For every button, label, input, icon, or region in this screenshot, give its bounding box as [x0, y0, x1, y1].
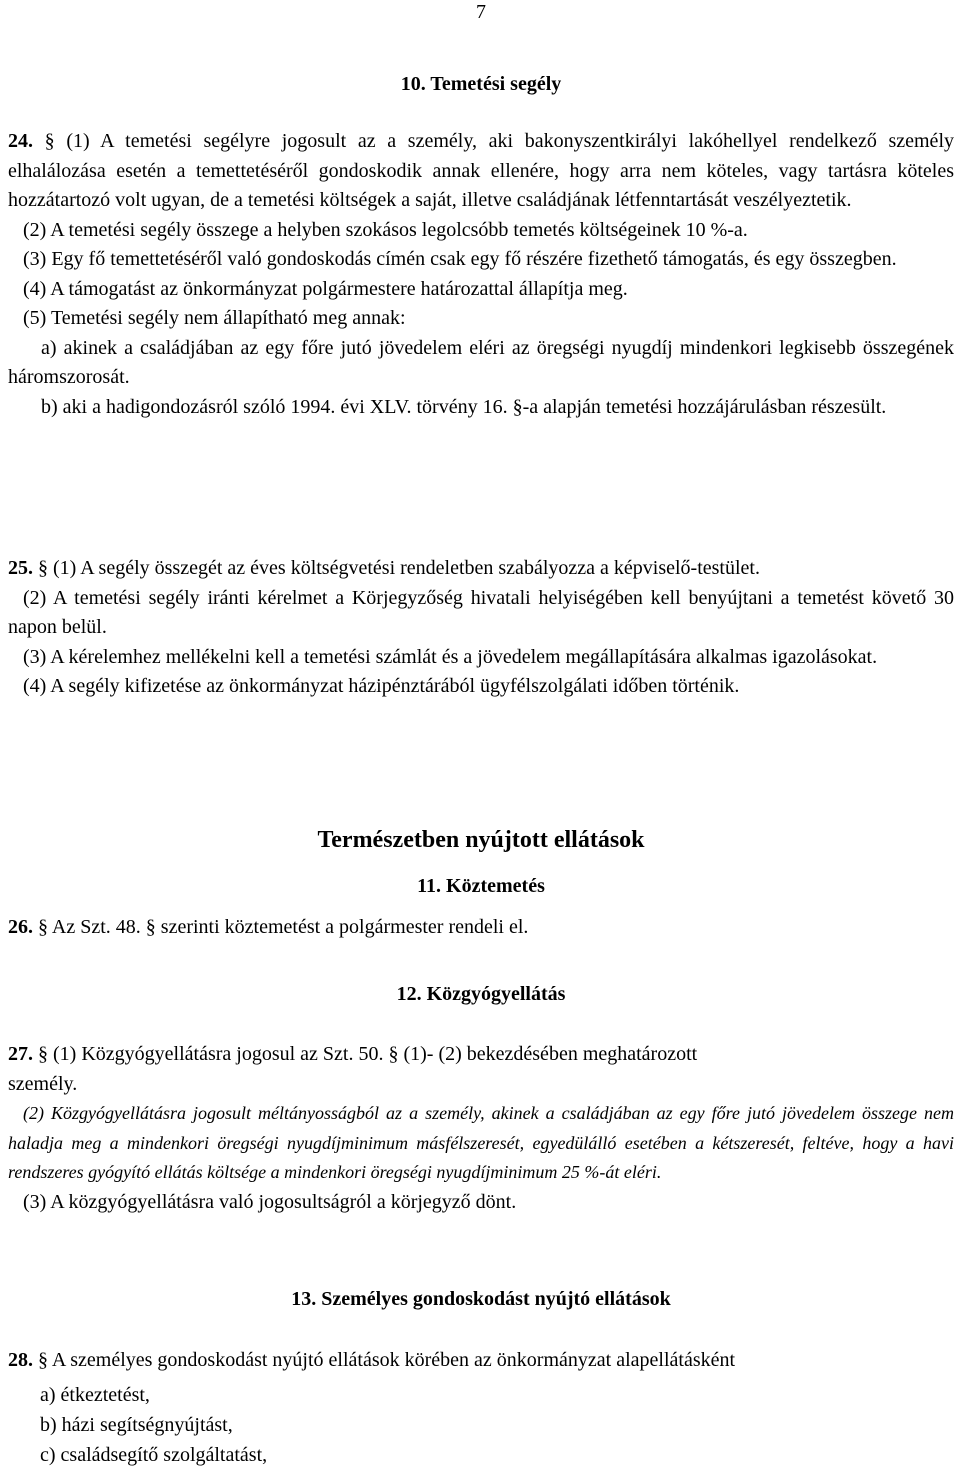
paragraph-25-subsection-3: (3) A kérelemhez mellékelni kell a temetési számlát és a jövedelem megállapítására alkalmas igazolásokat. [23, 645, 878, 668]
paragraph-27-subsection-3: (3) A közgyógyellátásra való jogosultságról a körjegyző dönt. [23, 1190, 517, 1213]
paragraph-25 [8, 554, 954, 702]
paragraph-25-subsection-4: (4) A segély kifizetése az önkormányzat házipénztárából ügyfélszolgálati időben történik. [23, 675, 740, 697]
section-sign: § [38, 557, 48, 579]
section-12-title: 12. Közgyógyellátás [396, 983, 566, 1005]
list-item: b) házi segítségnyújtást, [40, 1414, 233, 1436]
paragraph-25-number: 25. [8, 557, 33, 579]
list-item: c) családsegítő szolgáltatást, [40, 1444, 268, 1466]
paragraph-24-subsection-2: (2) A temetési segély összege a helyben szokásos legolcsóbb temetés költségeinek 10 %-a. [23, 218, 748, 241]
paragraph-24-subsection-1: 24. § (1) A temetési segélyre jogosult az a személy, aki bakonyszentkirályi lakóhellyel rendelkező személy elhalálozása esetén a temettetéséről gondoskodik annak ellenére, hogy arra nem köteles, vagy tartásra köteles hozzátartozó volt ugyan, de a temetési költségek a saját, illetve családjának létfenntartását veszélyeztetik. [8, 130, 954, 211]
paragraph-26-number: 26. [8, 916, 33, 938]
paragraph-26: 26. § Az Szt. 48. § szerinti köztemetést a polgármester rendeli el. [8, 916, 529, 938]
paragraph-24-point-b: b) aki a hadigondozásról szóló 1994. évi XLV. törvény 16. §-a alapján temetési hozzájárulásban részesült. [41, 395, 887, 418]
paragraph-24-subsection-4: (4) A támogatást az önkormányzat polgármestere határozattal állapítja meg. [23, 277, 628, 300]
section-sign: § [38, 1043, 48, 1065]
paragraph-24-number: 24. [8, 130, 33, 152]
paragraph-27-number: 27. [8, 1043, 33, 1065]
page-number: 7 [476, 1, 486, 23]
section-sign: § [388, 1043, 399, 1065]
section-sign: § [512, 395, 523, 418]
paragraph-27-subsection-1-end: személy. [8, 1072, 78, 1095]
list-item: a) étkeztetést, [40, 1384, 150, 1406]
paragraph-24-subsection-5: (5) Temetési segély nem állapítható meg annak: [23, 307, 406, 329]
paragraph-27-subsection-1: 27. § (1) Közgyógyellátásra jogosul az Szt. 50. § (1)- (2) bekezdésében meghatározott [8, 1043, 698, 1065]
section-sign: § [145, 916, 156, 938]
paragraph-27 [8, 1040, 954, 1217]
paragraph-25-subsection-2: (2) A temetési segély iránti kérelmet a Körjegyzőség hivatali helyiségében kell benyújtani a temetést követő 30 napon belül. [8, 586, 954, 638]
paragraph-24-point-a: a) akinek a családjában az egy főre jutó jövedelem eléri az öregségi nyugdíj mindenkori legkisebb összegének háromszorosát. [8, 336, 954, 388]
section-sign: § [38, 1349, 48, 1371]
section-11-title: 11. Köztemetés [417, 875, 545, 897]
paragraph-24 [8, 127, 954, 422]
paragraph-24-subsection-3: (3) Egy fő temettetéséről való gondoskodás címén csak egy fő részére fizethető támogatás, és egy összegben. [23, 248, 897, 270]
paragraph-27-subsection-2: (2) Közgyógyellátásra jogosult méltányosságból az a személy, akinek a családjában az egy főre jutó jövedelem összege nem haladja meg a mindenkori öregségi nyugdíjminimum másfélszeresét, egyedülálló esetében a kétszeresét, feltéve, hogy a havi rendszeres gyógyító ellátás költsége a mindenkori öregségi nyugdíjminimum 25 %-át eléri. [8, 1103, 954, 1182]
section-13-title: 13. Személyes gondoskodást nyújtó ellátások [291, 1288, 671, 1310]
section-sign: § [44, 130, 55, 152]
section-10-title: 10. Temetési segély [400, 73, 562, 95]
paragraph-28: 28. § A személyes gondoskodást nyújtó ellátások körében az önkormányzat alapellátásként [8, 1349, 736, 1371]
paragraph-25-subsection-1: 25. § (1) A segély összegét az éves költségvetési rendeletben szabályozza a képviselő-testület. [8, 557, 760, 579]
section-sign: § [38, 916, 48, 938]
paragraph-28-number: 28. [8, 1349, 33, 1371]
natural-benefits-heading: Természetben nyújtott ellátások [317, 827, 645, 853]
